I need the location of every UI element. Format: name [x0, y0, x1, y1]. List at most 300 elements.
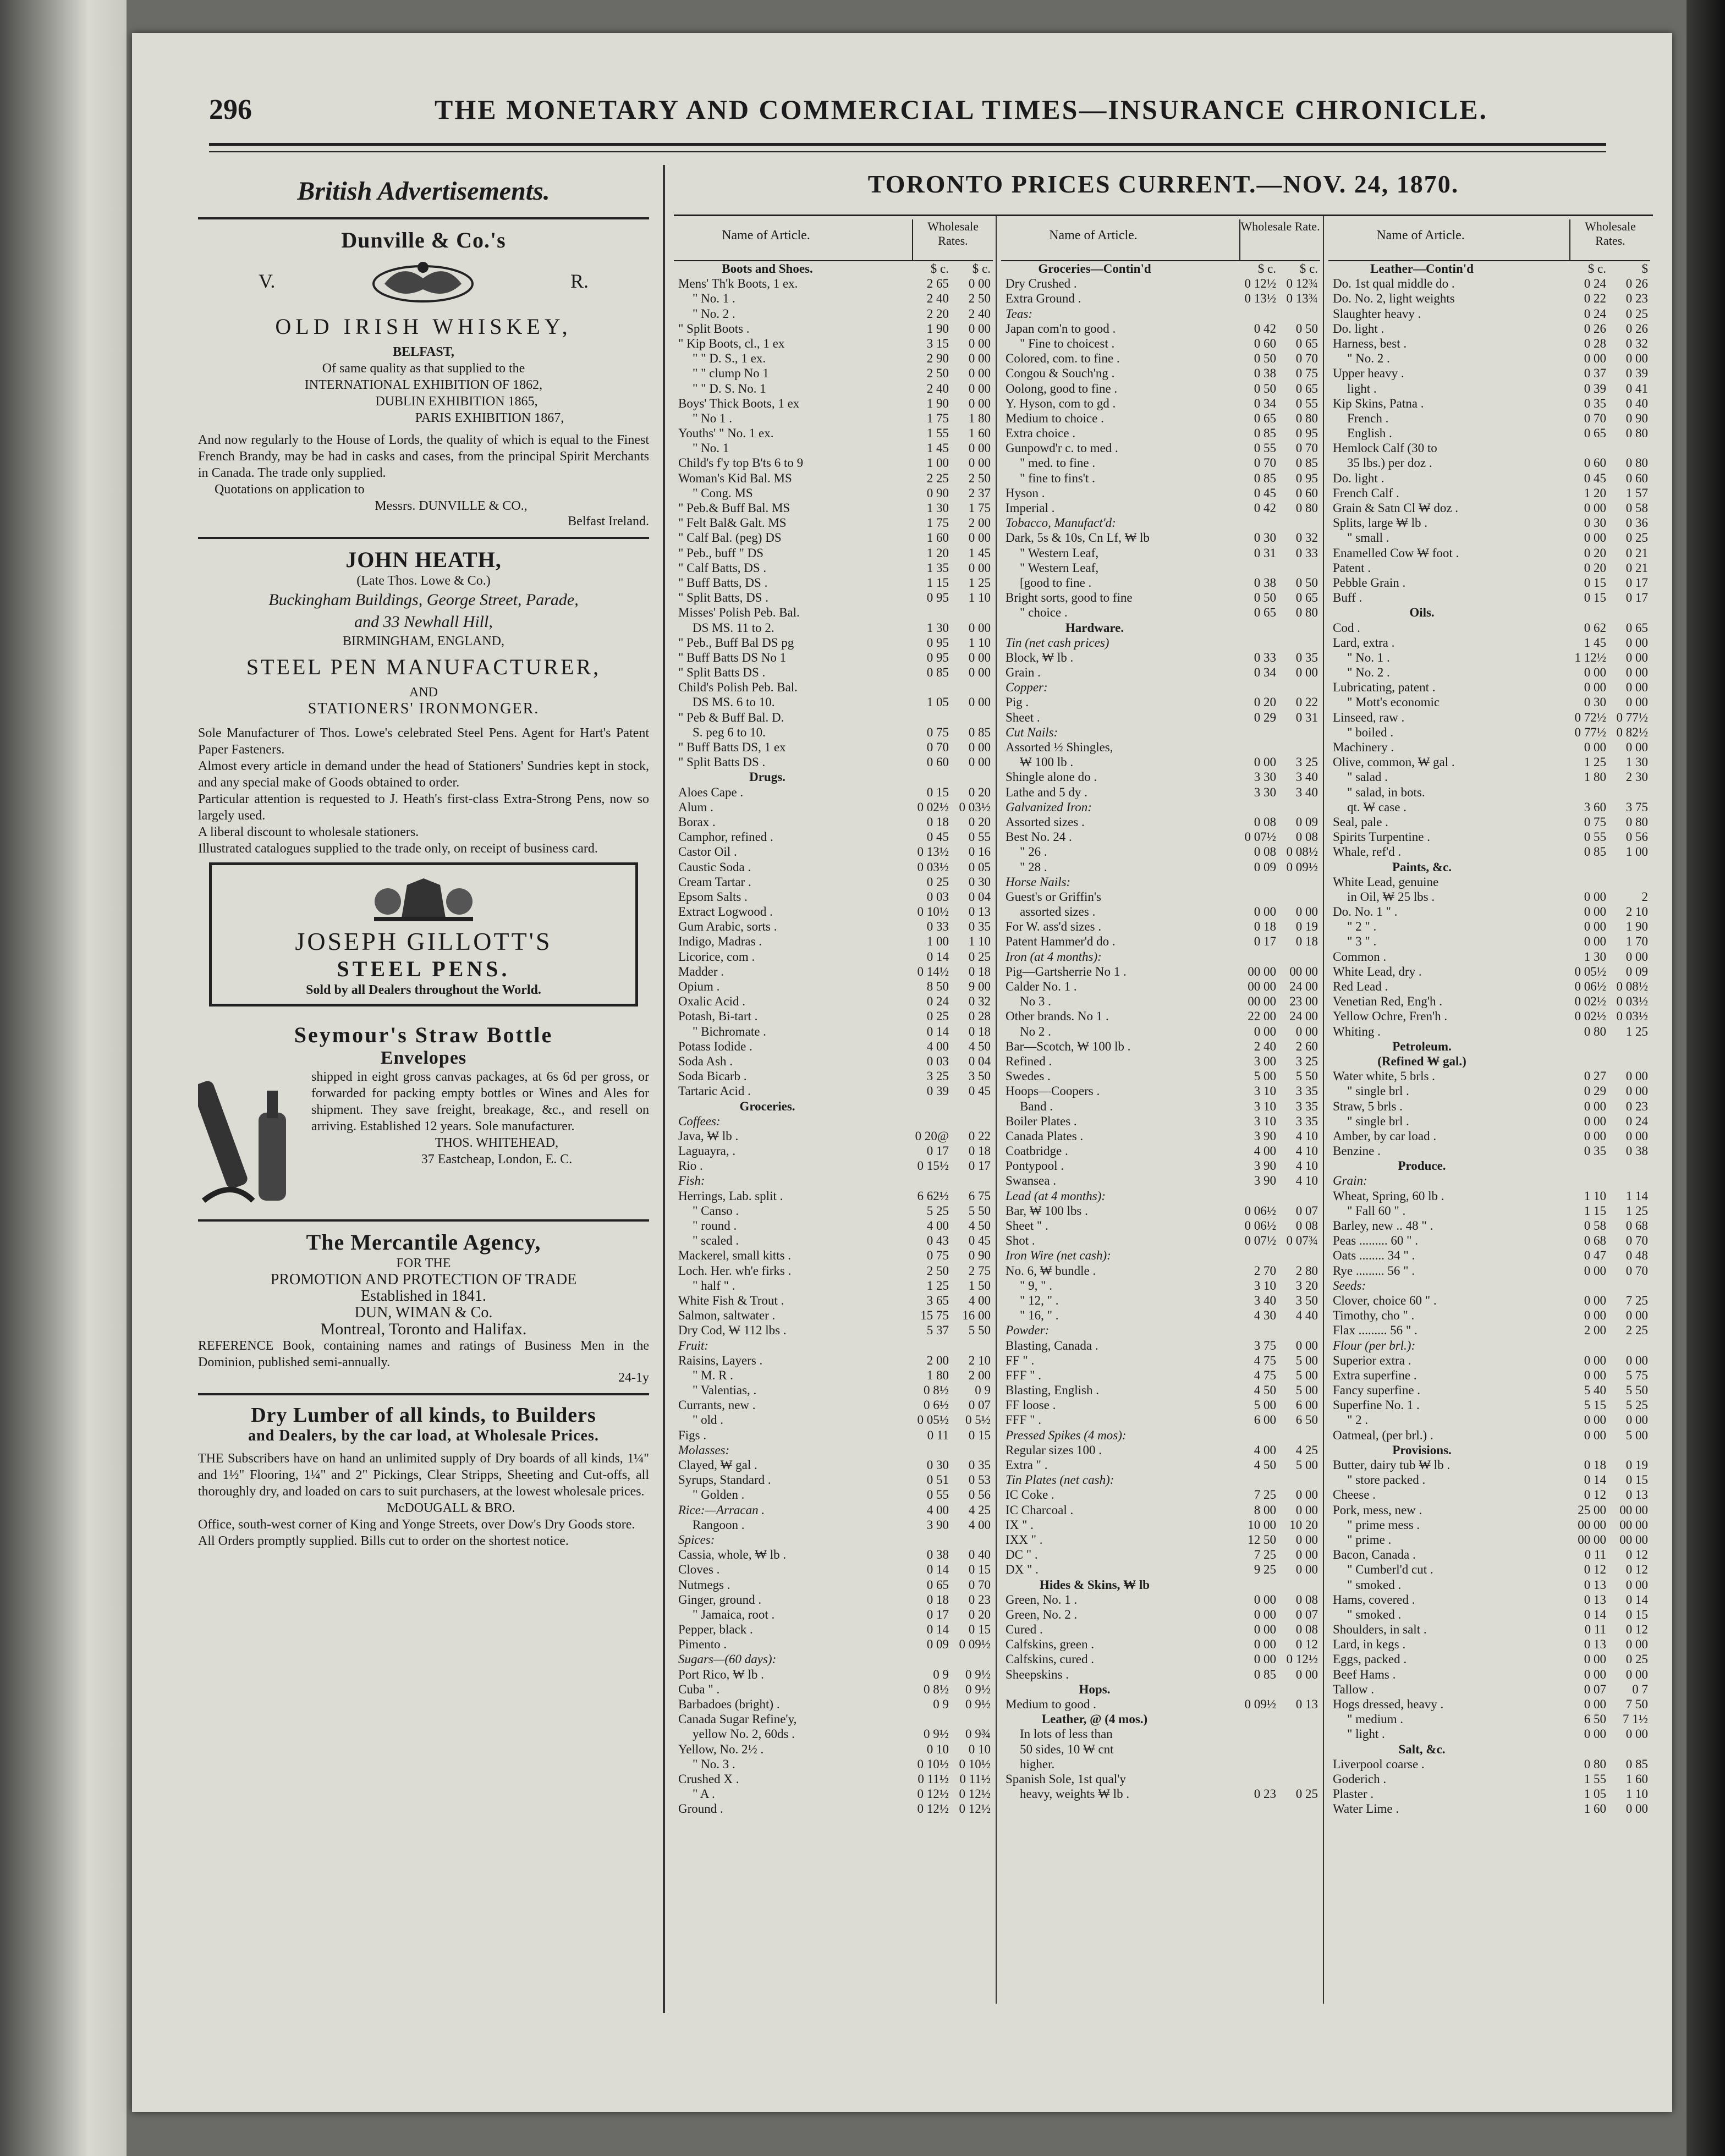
page-header: [209, 94, 1617, 132]
price-high: 4 10: [1295, 1174, 1318, 1188]
article-name: Calder No. 1 .: [1006, 980, 1077, 993]
price-low: 3 90: [1254, 1159, 1276, 1173]
price-row: [674, 1428, 993, 1443]
price-low: 1 05: [1584, 1787, 1606, 1801]
article-name: IC Coke .: [1006, 1488, 1054, 1502]
price-low: 4 30: [1254, 1308, 1276, 1323]
price-row: [674, 1009, 993, 1024]
article-name: Camphor, refined .: [678, 830, 773, 844]
price-low: 0 05½: [1574, 964, 1606, 978]
article-name: Oatmeal, (per brl.) .: [1333, 1428, 1433, 1442]
article-name: Borax .: [678, 815, 716, 829]
price-low: 0 00: [1584, 1129, 1606, 1143]
article-name: No. 6, ₩ bundle .: [1006, 1263, 1096, 1278]
heath-p5: Illustrated catalogues supplied to the trade only, on receipt of business card.: [198, 842, 598, 856]
price-low: 2 90: [926, 351, 949, 366]
price-row: [1001, 1009, 1320, 1024]
price-high: 0 68: [1625, 1219, 1648, 1233]
price-row: [674, 1383, 993, 1398]
article-name: " half " .: [693, 1278, 735, 1292]
price-high: 0 13: [968, 905, 991, 919]
price-low: 0 23: [1254, 1787, 1276, 1801]
article-name: English .: [1347, 426, 1392, 441]
price-row: [1001, 1353, 1320, 1368]
article-name: " med. to fine .: [1020, 456, 1096, 470]
article-name: Copper:: [1006, 680, 1048, 695]
price-low: 0 8½: [924, 1383, 949, 1398]
price-low: 1 30: [926, 620, 949, 635]
article-name: Best No. 24 .: [1006, 830, 1072, 844]
price-high: 0 45: [968, 1234, 991, 1248]
dunville-quote: Quotations on application to: [215, 482, 365, 497]
price-row: [1001, 769, 1320, 784]
price-low: 5 37: [926, 1323, 949, 1338]
price-high: 0 00: [968, 620, 991, 635]
price-row: [1328, 994, 1650, 1009]
article-name: Pork, mess, new .: [1333, 1503, 1422, 1517]
price-low: 1 80: [1584, 770, 1606, 784]
price-low: 4 00: [926, 1503, 949, 1517]
price-high: 0 09: [1295, 815, 1318, 829]
price-low: 0 06½: [1244, 1219, 1276, 1233]
article-name: Regular sizes 100 .: [1006, 1443, 1102, 1457]
article-name: Oats ........ 34 " .: [1333, 1248, 1415, 1263]
article-name: Water white, 5 brls .: [1333, 1069, 1435, 1084]
price-row: [674, 441, 993, 455]
price-low: 0 24: [1584, 306, 1606, 321]
price-low: 0 90: [926, 486, 949, 500]
price-high: 5 00: [1625, 1428, 1648, 1442]
price-high: 0 95: [1295, 426, 1318, 441]
price-high: 0 90: [968, 1248, 991, 1263]
article-name: No 3 .: [1020, 994, 1051, 1009]
price-row: [1001, 426, 1320, 441]
price-high: 0 00: [1625, 740, 1648, 754]
price-high: 0 26: [1625, 321, 1648, 336]
price-high: 0 00: [968, 650, 991, 664]
article-name: Syrups, Standard .: [678, 1473, 771, 1487]
price-low: $ c.: [930, 262, 949, 276]
price-high: 0 80: [1625, 456, 1648, 470]
article-name: " No. 1: [693, 441, 729, 455]
price-low: 0 95: [926, 635, 949, 650]
article-name: assorted sizes .: [1020, 905, 1096, 919]
price-row: [1328, 1652, 1650, 1667]
article-name: Galvanized Iron:: [1006, 800, 1092, 814]
article-name: Extract Logwood .: [678, 905, 773, 919]
price-row: [1328, 1682, 1650, 1697]
article-name: FFF " .: [1006, 1368, 1042, 1382]
price-low: 0 11½: [918, 1772, 949, 1786]
price-high: 0 20: [968, 815, 991, 829]
article-name: Clover, choice 60 " .: [1333, 1293, 1437, 1307]
article-name: Shoulders, in salt .: [1333, 1623, 1427, 1637]
seymour-body: shipped in eight gross canvas packages, at 6s 6d per gross, or forwarded for packing empty bottles or Wines and Ales for shipment. They save freight, breakage, &c., and resell on arriving. Established 12 years. Sole manufacturer.: [311, 1070, 649, 1134]
price-high: 3 40: [1295, 785, 1318, 799]
price-row: [1328, 351, 1650, 366]
price-low: 0 9½: [924, 1727, 949, 1741]
price-low: 8 00: [1254, 1503, 1276, 1517]
price-low: 00 00: [1248, 994, 1276, 1009]
price-subheading: [1328, 1173, 1650, 1188]
price-high: 0 70: [1625, 1263, 1648, 1278]
article-name: " No 1 .: [693, 411, 732, 425]
article-name: Fancy superfine .: [1333, 1383, 1421, 1398]
price-row: [1001, 755, 1320, 769]
price-low: 2 00: [926, 1353, 949, 1367]
price-low: 0 00: [1584, 905, 1606, 919]
article-name: " Calf Batts, DS .: [678, 560, 767, 575]
price-high: 0 36: [1625, 516, 1648, 530]
price-low: 4 75: [1254, 1353, 1276, 1367]
price-high: 0 50: [1295, 321, 1318, 336]
article-name: FF loose .: [1006, 1398, 1056, 1412]
price-high: 0 9½: [965, 1667, 991, 1681]
price-row: [1328, 815, 1650, 829]
article-name: Amber, by car load .: [1333, 1129, 1437, 1143]
price-low: 0 9: [933, 1697, 949, 1711]
article-name: Yellow, No. 2½ .: [678, 1742, 764, 1756]
price-row: [674, 411, 993, 426]
price-low: 0 55: [926, 1488, 949, 1502]
article-name: " " clump No 1: [693, 366, 769, 381]
article-name: Leather, @ (4 mos.): [1041, 1712, 1148, 1726]
article-name: Crushed X .: [678, 1772, 739, 1786]
price-low: 0 00: [1584, 920, 1606, 934]
price-row: [1001, 441, 1320, 455]
price-row: [1001, 860, 1320, 875]
article-name: Extra " .: [1006, 1458, 1048, 1472]
price-row: [1001, 710, 1320, 725]
price-high: 0 00: [968, 755, 991, 769]
price-high: 0 65: [1295, 336, 1318, 350]
article-name: Powder:: [1006, 1323, 1050, 1338]
price-low: 0 80: [1584, 1757, 1606, 1771]
price-row: [1328, 471, 1650, 486]
price-low: 0 9: [933, 1667, 949, 1681]
heath-and: AND: [409, 685, 438, 700]
price-row: [1001, 1412, 1320, 1427]
price-row: [674, 1517, 993, 1532]
price-row: [1328, 441, 1650, 455]
article-name: " 9, " .: [1020, 1278, 1053, 1292]
header-wholesale-rate: Wholesale Rate.: [1239, 219, 1320, 260]
price-low: 0 11: [1584, 1548, 1606, 1562]
price-high: 1 57: [1625, 486, 1648, 500]
price-high: 0 80: [1625, 426, 1648, 441]
price-low: 0 85: [1254, 471, 1276, 485]
article-name: " 16, " .: [1020, 1308, 1059, 1323]
price-high: 0 15: [1625, 1473, 1648, 1487]
price-row: [1328, 1622, 1650, 1637]
price-low: 1 00: [926, 934, 949, 949]
price-low: 0 07½: [1244, 1234, 1276, 1248]
price-high: 2 00: [968, 1368, 991, 1382]
article-name: Hyson .: [1006, 486, 1045, 500]
price-high: 0 35: [1295, 650, 1318, 664]
price-high: 0 70: [1295, 351, 1318, 366]
price-high: 0 00: [1625, 1084, 1648, 1098]
price-low: 2 40: [926, 381, 949, 395]
price-row: [674, 605, 993, 620]
price-row: [674, 546, 993, 560]
price-high: 5 75: [1625, 1368, 1648, 1382]
price-low: 4 00: [926, 1219, 949, 1233]
article-name: " smoked .: [1347, 1607, 1402, 1621]
price-row: [674, 1084, 993, 1098]
price-row: [1001, 904, 1320, 919]
price-high: 0 65: [1295, 381, 1318, 395]
article-name: Child's f'y top B'ts 6 to 9: [678, 456, 804, 470]
price-row: [674, 1158, 993, 1173]
price-row: [1001, 1278, 1320, 1293]
price-row: [1001, 1069, 1320, 1084]
article-name: Do. No. 2, light weights: [1333, 292, 1455, 306]
price-low: 2 40: [926, 292, 949, 306]
article-name: Green, No. 2 .: [1006, 1607, 1078, 1621]
price-high: 1 10: [968, 591, 991, 605]
price-high: 5 25: [1625, 1398, 1648, 1412]
price-high: 1 25: [968, 575, 991, 590]
article-name: Straw, 5 brls .: [1333, 1099, 1403, 1113]
price-row: [1001, 650, 1320, 665]
price-low: 0 00: [1254, 1652, 1276, 1667]
price-low: 0 55: [1584, 830, 1606, 844]
article-name: " No. 2 .: [1347, 351, 1390, 366]
price-low: 12 50: [1248, 1532, 1276, 1547]
price-row: [1328, 1503, 1650, 1517]
article-name: Band .: [1020, 1099, 1053, 1113]
article-name: Rangoon .: [693, 1517, 745, 1532]
article-name: Common .: [1333, 949, 1387, 964]
header-name-of-article: Name of Article.: [722, 228, 810, 243]
price-low: 1 55: [926, 426, 949, 441]
price-low: 4 75: [1254, 1368, 1276, 1382]
price-row: [1328, 934, 1650, 949]
price-low: 1 80: [926, 1368, 949, 1382]
price-high: 0 15: [968, 1623, 991, 1637]
price-row: [1328, 1084, 1650, 1098]
price-high: 0 22: [968, 1129, 991, 1143]
price-row: [1328, 964, 1650, 979]
price-row: [674, 994, 993, 1009]
price-low: 0 12: [1584, 1563, 1606, 1577]
price-section-heading: [1001, 1682, 1320, 1697]
price-high: 0 00: [968, 441, 991, 455]
price-low: 0 43: [926, 1234, 949, 1248]
column-header: [674, 216, 993, 261]
price-high: 0 35: [968, 1458, 991, 1472]
price-subheading: [1001, 1189, 1320, 1203]
article-name: Linseed, raw .: [1333, 710, 1405, 724]
header-name-of-article: Name of Article.: [1049, 228, 1138, 243]
article-name: Colored, com. to fine .: [1006, 351, 1120, 366]
price-subheading: [1328, 1338, 1650, 1353]
article-name: " light .: [1347, 1727, 1385, 1741]
price-low: 2 65: [926, 277, 949, 291]
price-row: [1328, 1607, 1650, 1622]
price-low: 2 25: [926, 471, 949, 485]
price-row: [1001, 1622, 1320, 1637]
price-high: 1 14: [1625, 1189, 1648, 1203]
article-name: " Calf Bal. (peg) DS: [678, 531, 782, 545]
price-high: 0 00: [968, 321, 991, 336]
price-row: [674, 1263, 993, 1278]
price-section-heading: [1001, 1712, 1320, 1726]
price-low: 0 00: [1584, 1099, 1606, 1113]
mercantile-firm: DUN, WIMAN & Co.: [354, 1304, 493, 1321]
price-high: 0 08: [1295, 1219, 1318, 1233]
article-name: Goderich .: [1333, 1772, 1387, 1786]
price-low: 3 60: [1584, 800, 1606, 814]
price-high: 7 50: [1625, 1697, 1648, 1711]
price-row: [1328, 1412, 1650, 1427]
gillott-name: JOSEPH GILLOTT'S: [295, 927, 552, 955]
price-row: [674, 889, 993, 904]
price-row: [1001, 1503, 1320, 1517]
article-name: Mackerel, small kitts .: [678, 1248, 792, 1263]
price-low: 0 17: [926, 1144, 949, 1158]
price-row: [1328, 1024, 1650, 1039]
price-row: [1001, 1383, 1320, 1398]
price-high: 2 37: [968, 486, 991, 500]
price-row: [674, 1637, 993, 1652]
article-name: Lard, extra .: [1333, 635, 1395, 650]
price-row: [1001, 1158, 1320, 1173]
price-low: 0 85: [1584, 845, 1606, 859]
price-row: [674, 1308, 993, 1323]
article-name: Rice:—Arracan .: [678, 1503, 765, 1517]
article-name: Boys' Thick Boots, 1 ex: [678, 396, 800, 410]
price-row: [1328, 800, 1650, 815]
price-row: [1001, 1667, 1320, 1682]
article-name: Nutmegs .: [678, 1577, 730, 1592]
price-row: [1328, 1368, 1650, 1383]
price-high: 5 00: [1295, 1383, 1318, 1398]
price-high: 0 35: [968, 920, 991, 934]
price-subheading: [1001, 1248, 1320, 1263]
price-low: 0 65: [1254, 606, 1276, 620]
price-low: 0 15: [1584, 575, 1606, 590]
price-low: 0 38: [1254, 366, 1276, 381]
price-row: [674, 665, 993, 680]
price-section-heading: [1328, 1054, 1650, 1069]
price-high: 10 20: [1289, 1517, 1318, 1532]
article-name: Cassia, whole, ₩ lb .: [678, 1548, 787, 1562]
price-low: 0 07½: [1244, 830, 1276, 844]
price-row: [1328, 844, 1650, 859]
price-row: [1001, 336, 1320, 351]
price-row: [674, 276, 993, 291]
article-name: " 26 .: [1020, 845, 1047, 859]
price-section-heading: [1001, 261, 1320, 276]
price-low: 0 24: [1584, 277, 1606, 291]
mercantile-cities: Montreal, Toronto and Halifax.: [320, 1320, 527, 1338]
article-name: Dark, 5s & 10s, Cn Lf, ₩ lb: [1006, 531, 1150, 545]
gillott-ad: [209, 862, 638, 1007]
price-high: 4 10: [1295, 1159, 1318, 1173]
price-section-heading: [674, 1099, 993, 1114]
price-low: 0 00: [1254, 1607, 1276, 1621]
price-low: 25 00: [1578, 1503, 1606, 1517]
price-low: 2 50: [926, 366, 949, 381]
price-high: 0 24: [1625, 1114, 1648, 1128]
price-low: 0 08: [1254, 845, 1276, 859]
price-high: 7 1½: [1623, 1712, 1648, 1726]
price-high: 1 25: [1625, 1203, 1648, 1218]
price-low: 0 51: [926, 1473, 949, 1487]
price-row: [1001, 366, 1320, 381]
price-high: 0 32: [1625, 336, 1648, 350]
price-high: 0 65: [1625, 620, 1648, 635]
price-low: 00 00: [1248, 980, 1276, 993]
price-row: [1001, 1039, 1320, 1054]
price-low: 5 00: [1254, 1398, 1276, 1412]
price-subheading: [1001, 635, 1320, 650]
article-name: " Fall 60 " .: [1347, 1203, 1406, 1218]
price-row: [1328, 1458, 1650, 1472]
price-section-heading: [1001, 620, 1320, 635]
price-low: 3 65: [926, 1293, 949, 1307]
article-name: Molasses:: [678, 1443, 730, 1457]
price-low: 3 10: [1254, 1278, 1276, 1292]
price-low: 7 25: [1254, 1548, 1276, 1562]
price-low: 5 00: [1254, 1069, 1276, 1084]
price-high: 0 22: [1295, 695, 1318, 710]
price-low: 0 30: [1584, 516, 1606, 530]
price-row: [674, 1622, 993, 1637]
price-high: 00 00: [1289, 964, 1318, 978]
price-row: [1001, 1293, 1320, 1308]
price-low: 0 50: [1254, 381, 1276, 395]
price-high: 16 00: [962, 1308, 991, 1323]
price-row: [1001, 1726, 1320, 1741]
price-row: [1328, 1697, 1650, 1712]
lumber-orders: All Orders promptly supplied. Bills cut to order on the shortest notice.: [198, 1534, 569, 1548]
gillott-tagline: Sold by all Dealers throughout the World.: [306, 983, 541, 997]
price-row: [674, 1039, 993, 1054]
price-low: 0 00: [1584, 1114, 1606, 1128]
price-high: 0 75: [1295, 366, 1318, 381]
price-high: 0 60: [1295, 486, 1318, 500]
price-row: [1328, 306, 1650, 321]
article-name: Patent Hammer'd do .: [1006, 934, 1116, 949]
dunville-body: And now regularly to the House of Lords, the quality of which is equal to the Finest French Brandy, may be had in casks and cases, from the principal Spirit Merchants in Canada. The trade only supplied.: [198, 433, 649, 480]
price-row: [1001, 1024, 1320, 1039]
price-low: 00 00: [1248, 964, 1276, 978]
price-high: 3 35: [1295, 1114, 1318, 1128]
price-high: 0 09: [1625, 964, 1648, 978]
dunville-mark-left: V.: [259, 270, 276, 292]
price-low: 0 14: [926, 1623, 949, 1637]
price-row: [1001, 1547, 1320, 1562]
price-high: 0 00: [1625, 1577, 1648, 1592]
price-high: 0 00: [1295, 1488, 1318, 1502]
price-row: [674, 650, 993, 665]
price-low: 0 58: [1584, 1219, 1606, 1233]
price-section-heading: [1328, 605, 1650, 620]
price-row: [1001, 1263, 1320, 1278]
price-row: [674, 695, 993, 710]
article-name: FFF " .: [1006, 1413, 1042, 1427]
price-low: 0 11: [927, 1428, 949, 1442]
article-name: Canada Sugar Refine'y,: [678, 1712, 797, 1726]
price-row: [674, 486, 993, 501]
article-name: Loch. Her. wh'e firks .: [678, 1263, 792, 1278]
article-name: Groceries—Contin'd: [1038, 262, 1151, 276]
price-row: [674, 755, 993, 769]
price-row: [1328, 1428, 1650, 1443]
